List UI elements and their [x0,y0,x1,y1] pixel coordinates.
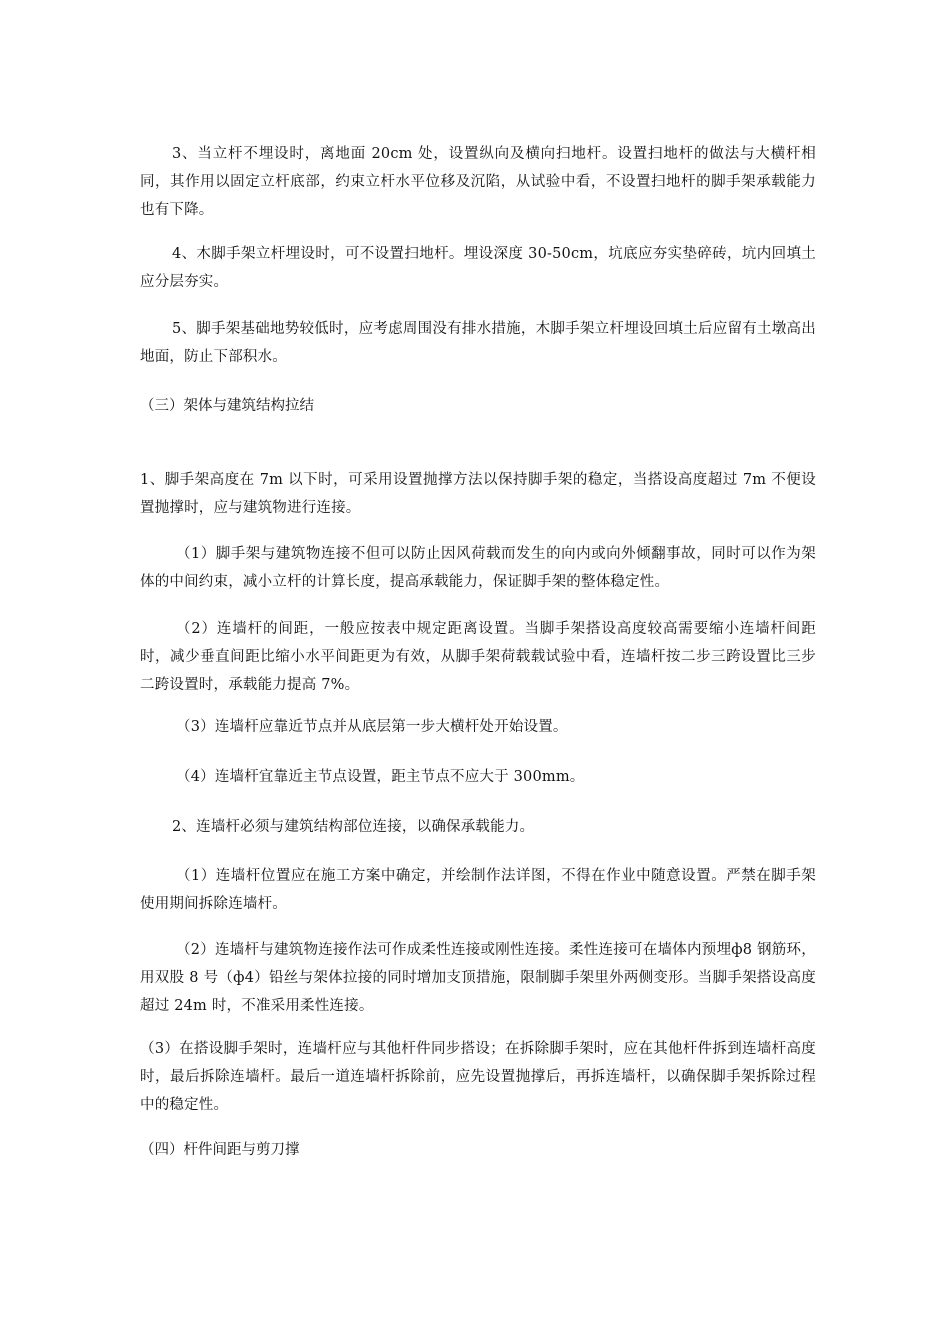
paragraph-sub-2-flexible-rigid: （2）连墙杆与建筑物连接作法可作成柔性连接或刚性连接。柔性连接可在墙体内预埋ф8 钢筋环，用双股 8 号（ф4）铅丝与架体拉接的同时增加支顶措施，限制脚手架里外两侧变形。当脚手架搭设高度超过 24m 时，不准采用柔性连接。 [140,942,816,1014]
paragraph-sub-2-tie-spacing: （2）连墙杆的间距，一般应按表中规定距离设置。当脚手架搭设高度较高需要缩小连墙杆间距时，减少垂直间距比缩小水平间距更为有效，从脚手架荷载载试验中看，连墙杆按二步三跨设置比三步二跨设置时，承载能力提高 7%。 [140,621,816,693]
paragraph-item-5-drainage: 5、脚手架基础地势较低时，应考虑周围没有排水措施，木脚手架立杆埋设回填土后应留有土墩高出地面，防止下部积水。 [140,321,816,365]
paragraph-item-1-height-7m: 1、脚手架高度在 7m 以下时，可采用设置抛撑方法以保持脚手架的稳定，当搭设高度超过 7m 不便设置抛撑时，应与建筑物进行连接。 [140,472,816,516]
paragraph-sub-3-erection-removal: （3）在搭设脚手架时，连墙杆应与其他杆件同步搭设；在拆除脚手架时，应在其他杆件拆到连墙杆高度时，最后拆除连墙杆。最后一道连墙杆拆除前，应先设置抛撑后，再拆连墙杆，以确保脚手架拆除过程中的稳定性。 [140,1041,816,1113]
paragraph-sub-3-near-node: （3）连墙杆应靠近节点并从底层第一步大横杆处开始设置。 [176,719,568,735]
paragraph-sub-4-main-node: （4）连墙杆宜靠近主节点设置，距主节点不应大于 300mm。 [176,769,585,785]
paragraph-item-4-wood-scaffold: 4、木脚手架立杆埋设时，可不设置扫地杆。埋设深度 30-50cm，坑底应夯实垫碎砖，坑内回填土应分层夯实。 [140,246,816,290]
section-heading-4: （四）杆件间距与剪刀撑 [140,1142,300,1158]
paragraph-item-2-structural-connection: 2、连墙杆必须与建筑结构部位连接，以确保承载能力。 [172,819,535,835]
paragraph-item-3-sweep-rods: 3、当立杆不埋设时，离地面 20cm 处，设置纵向及横向扫地杆。设置扫地杆的做法与大横杆相同，其作用以固定立杆底部，约束立杆水平位移及沉陷，从试验中看，不设置扫地杆的脚手架承载能力也有下降。 [140,146,816,218]
section-heading-3: （三）架体与建筑结构拉结 [140,398,314,414]
paragraph-sub-1-connection-purpose: （1）脚手架与建筑物连接不但可以防止因风荷载而发生的向内或向外倾翻事故，同时可以作为架体的中间约束，减小立杆的计算长度，提高承载能力，保证脚手架的整体稳定性。 [140,546,816,590]
paragraph-sub-1-position: （1）连墙杆位置应在施工方案中确定，并绘制作法详图，不得在作业中随意设置。严禁在脚手架使用期间拆除连墙杆。 [140,868,816,912]
